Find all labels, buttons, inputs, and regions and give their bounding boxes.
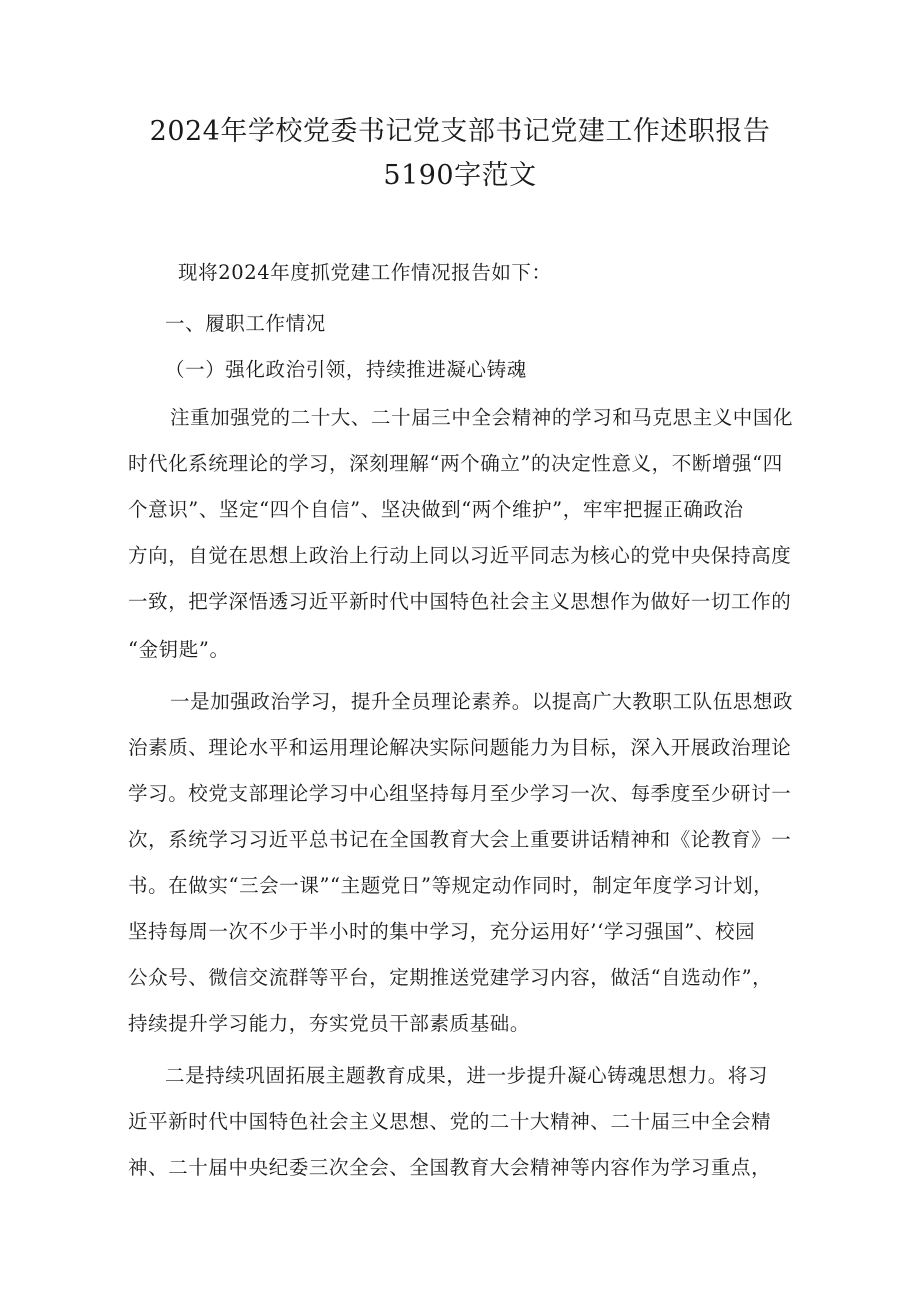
- paragraph-1-line-6: “金钥匙”。: [128, 638, 230, 661]
- paragraph-1-line-2: 时代化系统理论的学习，深刻理解“两个确立”的决定性意义，不断增强“四: [128, 452, 783, 475]
- document-title-line-1: 2024年学校党委书记党支部书记党建工作述职报告: [149, 116, 771, 147]
- paragraph-2-line-3: 学习。校党支部理论学习中心组坚持每月至少学习一次、每季度至少研讨一: [128, 782, 792, 805]
- subsection-heading-1: （一）强化政治引领，持续推进凝心铸魂: [165, 358, 527, 381]
- paragraph-3-line-3: 神、二十届中央纪委三次全会、全国教育大会精神等内容作为学习重点，: [128, 1156, 772, 1179]
- paragraph-2-line-7: 公众号、微信交流群等平台，定期推送党建学习内容，做活“自选动作”，: [128, 966, 773, 989]
- paragraph-2-line-4: 次，系统学习习近平总书记在全国教育大会上重要讲话精神和《论教育》一: [128, 828, 792, 851]
- paragraph-1-line-1: 注重加强党的二十大、二十届三中全会精神的学习和马克思主义中国化: [170, 406, 794, 429]
- section-heading-1: 一、履职工作情况: [165, 312, 326, 335]
- paragraph-2-line-1: 一是加强政治学习，提升全员理论素养。以提高广大教职工队伍思想政: [170, 690, 794, 713]
- paragraph-3-line-2: 近平新时代中国特色社会主义思想、党的二十大精神、二十届三中全会精: [128, 1110, 772, 1133]
- intro-text: 现将2024年度抓党建工作情况报告如下：: [178, 261, 552, 284]
- paragraph-3-line-1: 二是持续巩固拓展主题教育成果，进一步提升凝心铸魂思想力。将习: [165, 1064, 769, 1087]
- paragraph-2-line-6: 坚持每周一次不少于半小时的集中学习，充分运用好’‘学习强国”、校园: [128, 920, 756, 943]
- paragraph-1-line-5: 一致，把学深悟透习近平新时代中国特色社会主义思想作为做好一切工作的: [128, 590, 792, 613]
- paragraph-2-line-2: 治素质、理论水平和运用理论解决实际问题能力为目标，深入开展政治理论: [128, 736, 792, 759]
- paragraph-2-line-8: 持续提升学习能力，夯实党员干部素质基础。: [128, 1012, 531, 1035]
- paragraph-1-line-3: 个意识”、坚定“四个自信”、坚决做到“两个维护”，牢牢把握正确政治: [128, 498, 744, 521]
- document-title-line-2: 5190字范文: [383, 160, 537, 191]
- paragraph-2-line-5: 书。在做实“三会一课”“主题党日”等规定动作同时，制定年度学习计划，: [128, 874, 774, 897]
- paragraph-1-line-4: 方向，自觉在思想上政治上行动上同以习近平同志为核心的党中央保持高度: [128, 544, 792, 567]
